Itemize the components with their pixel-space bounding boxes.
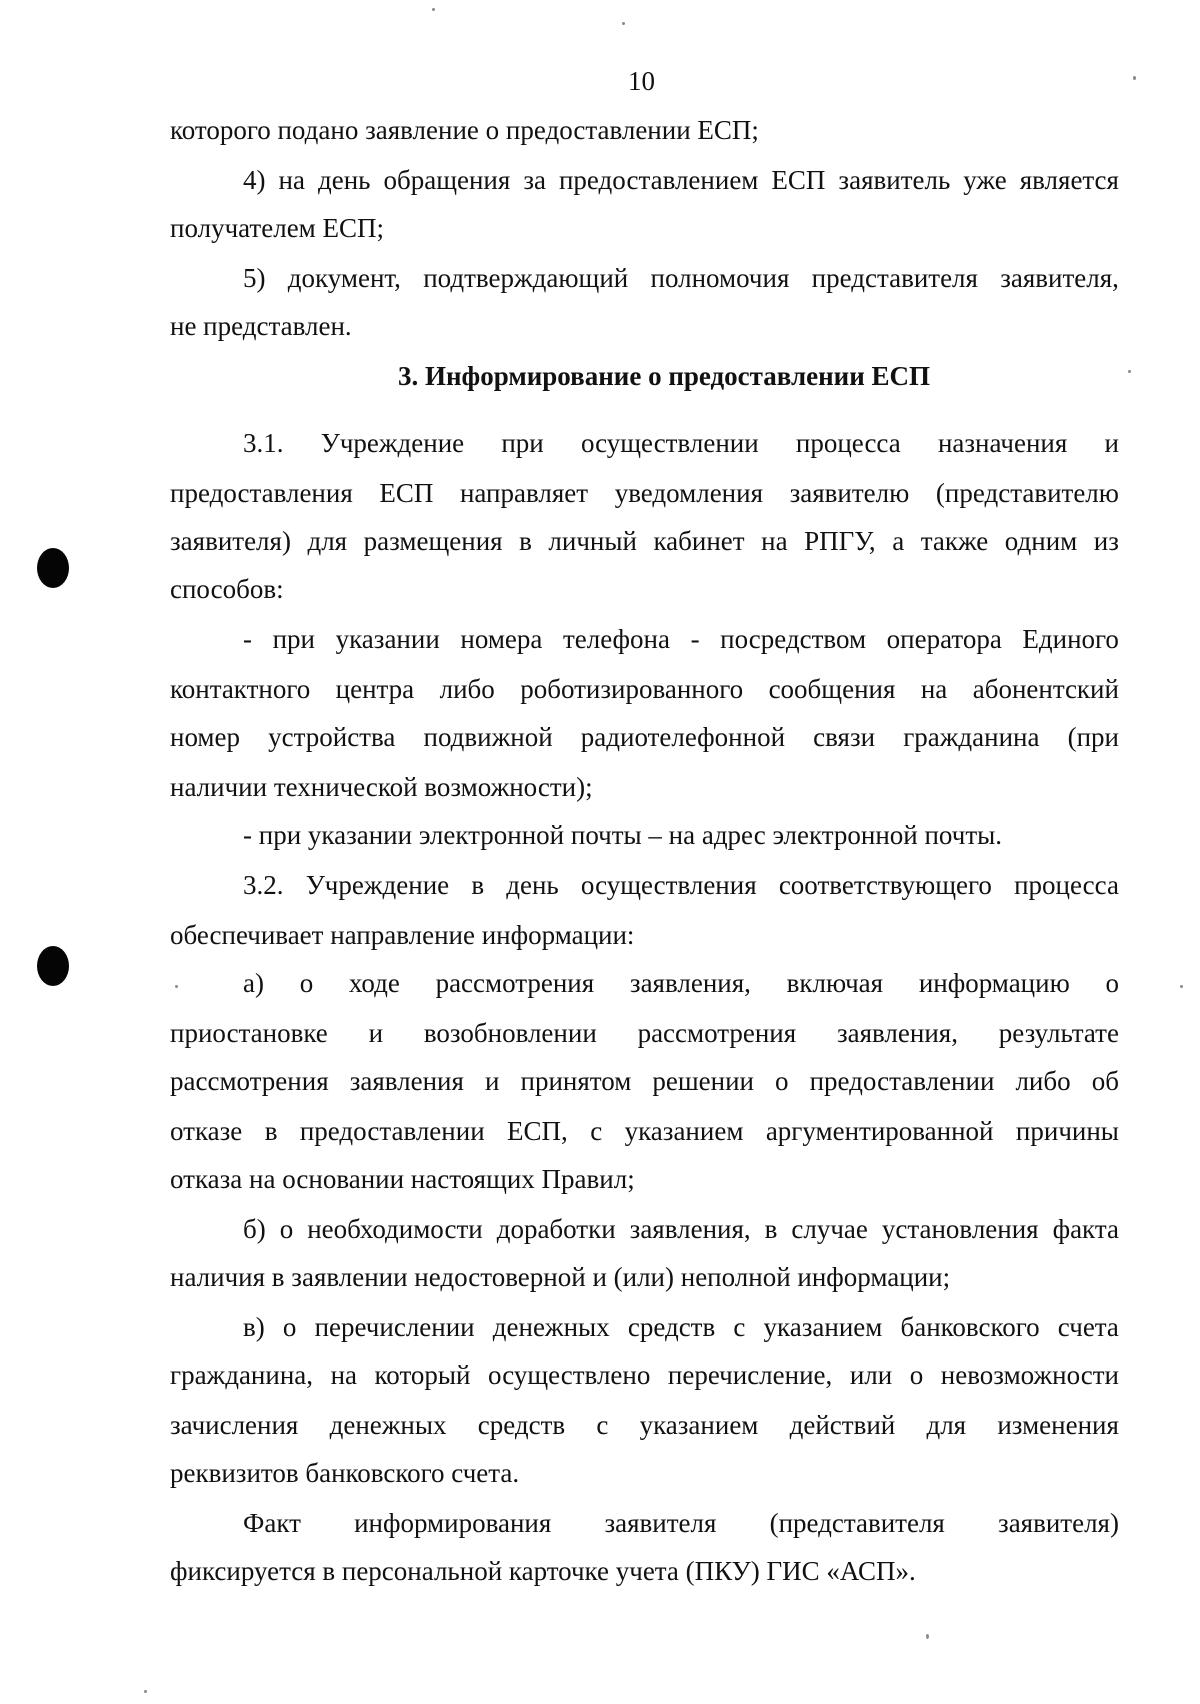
- word: устройства: [268, 722, 396, 752]
- word: о: [279, 1214, 294, 1244]
- punch-hole-mark: [37, 548, 69, 588]
- word: гражданина: [903, 722, 1040, 752]
- word: номера: [460, 624, 543, 654]
- word: и: [1104, 428, 1119, 458]
- word: заявителя): [998, 1508, 1119, 1538]
- word: включая: [786, 968, 884, 998]
- word: радиотелефонной: [580, 722, 786, 752]
- word: предоставления: [170, 478, 353, 508]
- word: РПГУ,: [804, 526, 876, 556]
- text-line: [243, 1506, 1119, 1540]
- word: с: [596, 1410, 609, 1440]
- text-line: которого подано заявление о предоставлении ЕСП;: [170, 115, 759, 145]
- word: заявителя,: [1000, 263, 1119, 293]
- word: осуществления: [580, 870, 757, 900]
- word: с: [590, 1116, 603, 1146]
- word: направляет: [459, 478, 589, 508]
- text-line: [243, 163, 1119, 197]
- word: (при: [1067, 722, 1119, 752]
- word: соответствующего: [778, 870, 992, 900]
- word: действий: [789, 1410, 896, 1440]
- word: и: [368, 1018, 384, 1048]
- word: заявления,: [836, 1018, 958, 1048]
- word: центра: [335, 674, 415, 704]
- page-number: 10: [628, 66, 655, 96]
- text-line: [170, 1016, 1119, 1050]
- word: для: [307, 526, 348, 556]
- word: счета: [1057, 1312, 1119, 1342]
- word: в): [243, 1312, 265, 1342]
- word: подвижной: [423, 722, 553, 752]
- word: телефона: [562, 624, 670, 654]
- word: ходе: [348, 968, 400, 998]
- word: 4): [243, 165, 266, 195]
- word: возобновлении: [423, 1018, 597, 1048]
- scan-speck: [926, 1634, 929, 1639]
- word: об: [1091, 1066, 1119, 1096]
- word: случае: [791, 1214, 868, 1244]
- word: 5): [243, 263, 266, 293]
- word: аргументированной: [765, 1116, 994, 1146]
- scan-speck: [1133, 76, 1136, 80]
- word: кабинет: [653, 526, 745, 556]
- scan-speck: [432, 8, 435, 11]
- word: осуществлении: [580, 428, 759, 458]
- word: заявителя: [604, 1508, 717, 1538]
- word: уведомления: [614, 478, 763, 508]
- word: 3.2.: [243, 870, 284, 900]
- word: принятом: [520, 1066, 632, 1096]
- word: заявитель: [838, 165, 951, 195]
- word: (представителя: [769, 1508, 945, 1538]
- section-heading: 3. Информирование о предоставлении ЕСП: [398, 361, 931, 391]
- word: на: [330, 1360, 357, 1390]
- word: уже: [963, 165, 1007, 195]
- word: изменения: [997, 1410, 1119, 1440]
- word: связи: [813, 722, 876, 752]
- word: заявления,: [629, 968, 751, 998]
- word: причины: [1015, 1116, 1119, 1146]
- word: предоставлении: [809, 1066, 995, 1096]
- scan-speck: [175, 985, 178, 988]
- word: предоставлением: [558, 165, 759, 195]
- word: рассмотрения: [637, 1018, 797, 1048]
- word: из: [1093, 526, 1119, 556]
- word: установления: [881, 1214, 1039, 1244]
- word: для: [926, 1410, 967, 1440]
- word: личный: [548, 526, 637, 556]
- word: сообщения: [768, 674, 896, 704]
- word: документ,: [287, 263, 401, 293]
- scan-speck: [1128, 370, 1131, 373]
- word: перечисление,: [667, 1360, 833, 1390]
- word: -: [243, 624, 252, 654]
- word: либо: [1015, 1066, 1071, 1096]
- word: контактного: [170, 674, 311, 704]
- text-line: [243, 426, 1119, 460]
- word: б): [243, 1214, 266, 1244]
- word: указанием: [624, 1116, 744, 1146]
- word: невозможности: [940, 1360, 1119, 1390]
- word: с: [733, 1312, 746, 1342]
- word: посредством: [720, 624, 867, 654]
- word: зачисления: [170, 1410, 299, 1440]
- word: решении: [652, 1066, 754, 1096]
- text-line: [170, 476, 1119, 510]
- word: указании: [335, 624, 440, 654]
- word: необходимости: [307, 1214, 483, 1244]
- word: результате: [998, 1018, 1119, 1048]
- text-line: отказа на основании настоящих Правил;: [170, 1164, 635, 1194]
- word: ЕСП: [379, 478, 434, 508]
- word: роботизированного: [520, 674, 744, 704]
- word: одним: [1004, 526, 1078, 556]
- word: на: [278, 165, 305, 195]
- word: оператора: [886, 624, 1002, 654]
- word: за: [523, 165, 546, 195]
- text-line: [243, 868, 1119, 902]
- text-line: [170, 1114, 1119, 1148]
- word: отказе: [170, 1116, 243, 1146]
- text-line: [170, 1064, 1119, 1098]
- word: заявителя): [170, 526, 291, 556]
- word: средств: [627, 1312, 716, 1342]
- word: о: [775, 1066, 789, 1096]
- scan-speck: [622, 22, 625, 25]
- text-line: [243, 622, 1119, 656]
- word: номер: [170, 722, 241, 752]
- text-line: способов:: [170, 574, 284, 604]
- word: в: [764, 1214, 778, 1244]
- word: о: [1105, 968, 1119, 998]
- word: денежных: [492, 1312, 610, 1342]
- word: заявителю: [789, 478, 910, 508]
- word: ЕСП,: [507, 1116, 568, 1146]
- word: гражданина,: [170, 1360, 314, 1390]
- word: и: [485, 1066, 500, 1096]
- word: процесса: [1014, 870, 1119, 900]
- text-line: [170, 672, 1119, 706]
- text-line: [243, 1310, 1119, 1344]
- word: 3.1.: [243, 428, 284, 458]
- word: полномочия: [650, 263, 790, 293]
- word: средств: [477, 1410, 566, 1440]
- word: процесса: [795, 428, 901, 458]
- word: на: [920, 674, 948, 704]
- word: (представителю: [935, 478, 1119, 508]
- word: о: [299, 968, 314, 998]
- text-line: наличия в заявлении недостоверной и (или) неполной информации;: [170, 1262, 951, 1292]
- word: осуществлено: [488, 1360, 651, 1390]
- text-line: - при указании электронной почты – на адрес электронной почты.: [243, 820, 1003, 850]
- word: Учреждение: [305, 870, 450, 900]
- word: а): [243, 968, 264, 998]
- word: день: [317, 165, 371, 195]
- word: указанием: [763, 1312, 883, 1342]
- word: при: [501, 428, 544, 458]
- word: рассмотрения: [170, 1066, 329, 1096]
- word: абонентский: [972, 674, 1119, 704]
- word: в: [519, 526, 532, 556]
- word: Факт: [243, 1508, 301, 1538]
- word: который: [374, 1360, 471, 1390]
- word: день: [506, 870, 559, 900]
- word: размещения: [363, 526, 503, 556]
- text-line: получателем ЕСП;: [170, 213, 385, 243]
- word: указанием: [639, 1410, 759, 1440]
- word: заявления,: [629, 1214, 751, 1244]
- word: является: [1019, 165, 1119, 195]
- word: -: [690, 624, 700, 654]
- text-line: не представлен.: [170, 311, 352, 341]
- word: в: [264, 1116, 278, 1146]
- word: предоставлении: [299, 1116, 485, 1146]
- word: денежных: [329, 1410, 447, 1440]
- word: Учреждение: [320, 428, 465, 458]
- word: факта: [1052, 1214, 1119, 1244]
- text-line: [170, 720, 1119, 754]
- word: о: [909, 1360, 924, 1390]
- word: заявления: [349, 1066, 464, 1096]
- word: перечислении: [314, 1312, 475, 1342]
- word: ЕСП: [771, 165, 826, 195]
- word: в: [471, 870, 485, 900]
- word: рассмотрения: [435, 968, 595, 998]
- text-line: [170, 1358, 1119, 1392]
- word: на: [761, 526, 788, 556]
- word: подтверждающий: [423, 263, 629, 293]
- word: а: [892, 526, 905, 556]
- word: информацию: [918, 968, 1070, 998]
- word: при: [272, 624, 315, 654]
- text-line: [243, 966, 1119, 1000]
- word: или: [849, 1360, 893, 1390]
- text-line: обеспечивает направление информации:: [170, 920, 635, 950]
- word: Единого: [1022, 624, 1119, 654]
- text-line: [170, 1408, 1119, 1442]
- word: либо: [439, 674, 495, 704]
- word: банковского: [900, 1312, 1040, 1342]
- text-line: наличии технической возможности);: [170, 772, 593, 802]
- text-line: реквизитов банковского счета.: [170, 1458, 520, 1488]
- text-line: [243, 261, 1119, 295]
- scan-speck: [144, 1690, 147, 1693]
- word: представителя: [811, 263, 978, 293]
- word: также: [920, 526, 989, 556]
- word: назначения: [937, 428, 1068, 458]
- word: информирования: [354, 1508, 552, 1538]
- word: доработки: [496, 1214, 616, 1244]
- text-line: фиксируется в персональной карточке учета (ПКУ) ГИС «АСП».: [170, 1556, 916, 1586]
- scan-speck: [1180, 985, 1183, 988]
- punch-hole-mark: [37, 946, 69, 986]
- word: обращения: [383, 165, 511, 195]
- word: о: [282, 1312, 297, 1342]
- text-line: [170, 524, 1119, 558]
- word: приостановке: [170, 1018, 328, 1048]
- text-line: [243, 1212, 1119, 1246]
